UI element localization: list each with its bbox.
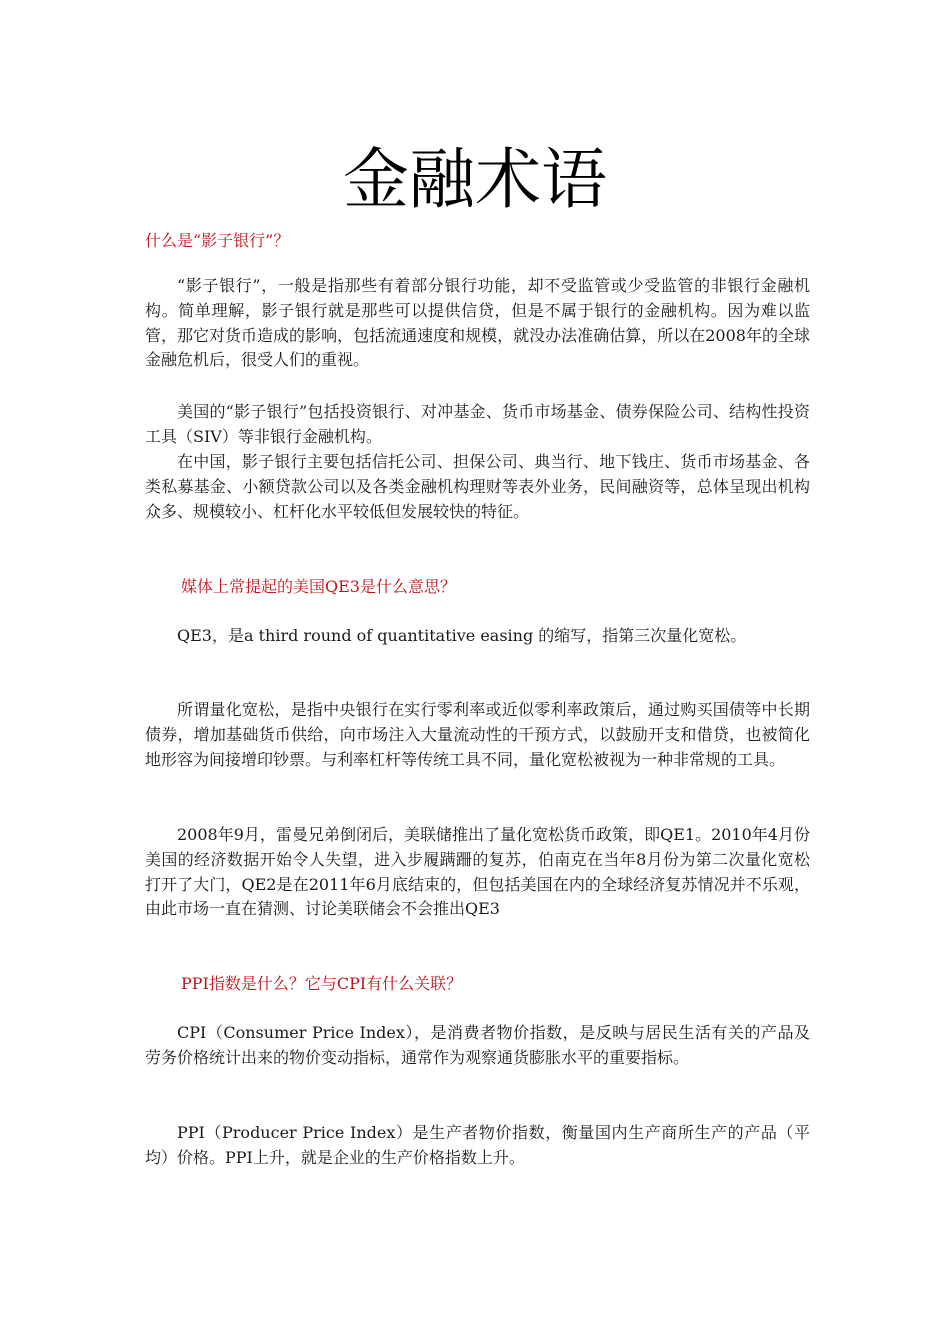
section-heading-shadow-banking: 什么是“影子银行”？ bbox=[145, 231, 290, 250]
section-heading-ppi-cpi: PPI指数是什么？它与CPI有什么关联？ bbox=[181, 974, 463, 993]
page-title: 金融术语 bbox=[343, 141, 607, 218]
paragraph: 所谓量化宽松，是指中央银行在实行零利率或近似零利率政策后，通过购买国债等中长期债券，增加基础货币供给，向市场注入大量流动性的干预方式，以鼓励开支和借贷，也被简化地形容为间接增印钞票。与利率杠杆等传统工具不同，量化宽松被视为一种非常规的工具。 bbox=[145, 700, 810, 769]
section-heading-qe3: 媒体上常提起的美国QE3是什么意思？ bbox=[181, 577, 456, 596]
paragraph: PPI（Producer Price Index）是生产者物价指数，衡量国内生产商所生产的产品（平均）价格。PPI上升，就是企业的生产价格指数上升。 bbox=[145, 1123, 810, 1167]
paragraph: 2008年9月，雷曼兄弟倒闭后，美联储推出了量化宽松货币政策，即QE1。2010年4月份美国的经济数据开始令人失望，进入步履蹒跚的复苏，伯南克在当年8月份为第二次量化宽松打开了大门，QE2是在2011年6月底结束的，但包括美国在内的全球经济复苏情况并不乐观，由此市场一直在猜测、讨论美联储会不会推出QE3 bbox=[145, 825, 810, 919]
paragraph: 在中国，影子银行主要包括信托公司、担保公司、典当行、地下钱庄、货币市场基金、各类私募基金、小额贷款公司以及各类金融机构理财等表外业务，民间融资等，总体呈现出机构众多、规模较小、杠杆化水平较低但发展较快的特征。 bbox=[145, 452, 810, 521]
paragraph: CPI（Consumer Price Index），是消费者物价指数，是反映与居民生活有关的产品及劳务价格统计出来的物价变动指标，通常作为观察通货膨胀水平的重要指标。 bbox=[145, 1023, 810, 1067]
paragraph: 美国的“影子银行”包括投资银行、对冲基金、货币市场基金、债券保险公司、结构性投资工具（SIV）等非银行金融机构。 bbox=[145, 402, 810, 446]
paragraph: QE3，是a third round of quantitative easing 的缩写，指第三次量化宽松。 bbox=[177, 626, 747, 645]
paragraph: “影子银行”，一般是指那些有着部分银行功能，却不受监管或少受监管的非银行金融机构。简单理解，影子银行就是那些可以提供信贷，但是不属于银行的金融机构。因为难以监管，那它对货币造成的影响，包括流通速度和规模，就没办法准确估算，所以在2008年的全球金融危机后，很受人们的重视。 bbox=[145, 276, 810, 370]
